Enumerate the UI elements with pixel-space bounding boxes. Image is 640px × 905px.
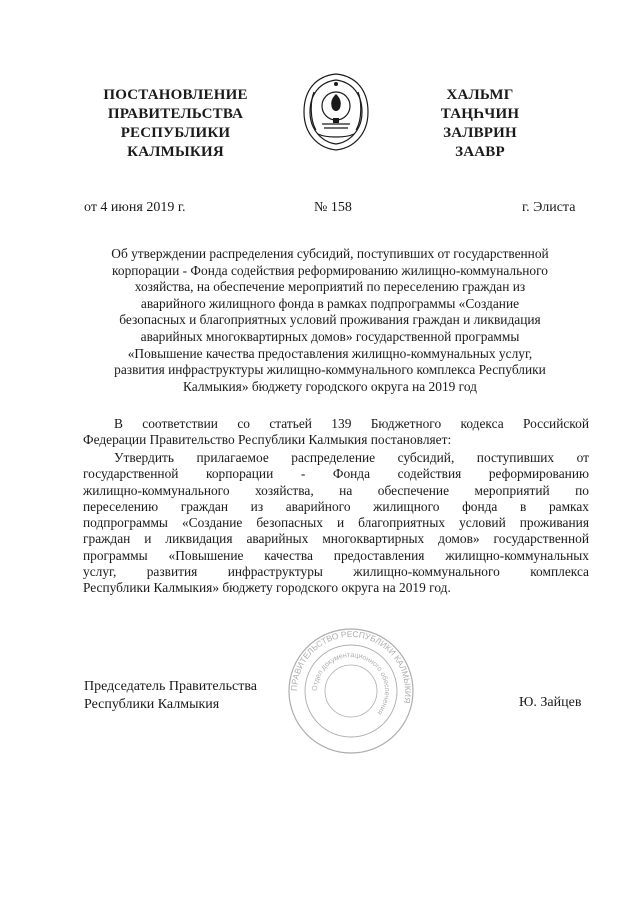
body-line: жилищно-коммунального хозяйства, на обеспечение мероприятий по (83, 482, 589, 498)
document-date: от 4 июня 2019 г. (84, 200, 186, 215)
header-right-line: ЗААВР (455, 144, 505, 160)
title-line: Об утверждении распределения субсидий, поступивших от государственной (111, 246, 549, 261)
body-line: программы «Повышение качества предоставления жилищно-коммунальных (83, 547, 589, 563)
header-left-line: КАЛМЫКИЯ (127, 144, 224, 160)
title-line: Калмыкия» бюджету городского округа на 2019 год (183, 378, 477, 394)
stamp-inner-text: Отдел документационного обеспечения (311, 651, 391, 716)
document-number: № 158 (314, 200, 352, 215)
stamp-outer-text: ПРАВИТЕЛЬСТВО РЕСПУБЛИКИ КАЛМЫКИЯ (288, 628, 414, 705)
body-line: переселению граждан из аварийного жилищного фонда в рамках (83, 498, 589, 514)
official-stamp (286, 626, 416, 756)
header-left-line: ПОСТАНОВЛЕНИЕ (103, 87, 248, 103)
body-line: государственной корпорации - Фонда содействия реформированию (83, 466, 589, 482)
header-right-line: ЗАЛВРИН (443, 125, 517, 141)
title-line: аварийных многоквартирных домов» государственной программы (140, 328, 520, 344)
document-title (80, 246, 580, 395)
signatory-position-line: Председатель Правительства (84, 679, 257, 694)
title-line: хозяйства, на обеспечение мероприятий по переселению граждан из (134, 279, 526, 295)
coat-of-arms-emblem (300, 72, 372, 152)
resolution-paragraph (83, 450, 589, 597)
header-right-line: ХАЛЬМГ (446, 87, 514, 103)
header-right-title (420, 86, 540, 162)
body-line: В соответствии со статьей 139 Бюджетного кодекса Российской (114, 416, 589, 431)
header-right-line: ТАҢҺЧИН (440, 106, 520, 122)
title-line: аварийного жилищного фонда в рамках подпрограммы «Создание (140, 295, 520, 311)
title-line: развития инфраструктуры жилищно-коммунального комплекса Республики (114, 362, 546, 378)
body-line: подпрограммы «Создание безопасных и благоприятных условий проживания (83, 515, 589, 531)
body-line: Федерации Правительство Республики Калмыкия постановляет: (83, 432, 452, 448)
preamble-paragraph (83, 416, 589, 449)
body-line: Республики Калмыкия» бюджету городского округа на 2019 год. (83, 580, 451, 596)
signatory-position-line: Республики Калмыкия (84, 697, 220, 712)
title-line: безопасных и благоприятных условий проживания граждан и ликвидация (119, 312, 541, 328)
header-left-line: РЕСПУБЛИКИ (120, 125, 231, 141)
body-line: граждан и ликвидация аварийных многоквартирных домов» государственной (83, 531, 589, 547)
signatory-position (84, 678, 257, 714)
header-left-title (88, 86, 263, 162)
title-line: корпорации - Фонда содействия реформированию жилищно-коммунального (112, 262, 548, 278)
body-line: Утвердить прилагаемое распределение субсидий, поступивших от (114, 450, 589, 465)
document-city: г. Элиста (522, 200, 576, 215)
header-left-line: ПРАВИТЕЛЬСТВА (107, 106, 244, 122)
signatory-name: Ю. Зайцев (519, 695, 582, 710)
title-line: «Повышение качества предоставления жилищно-коммунальных услуг, (127, 345, 533, 361)
body-line: услуг, развития инфраструктуры жилищно-коммунального комплекса (83, 564, 589, 580)
